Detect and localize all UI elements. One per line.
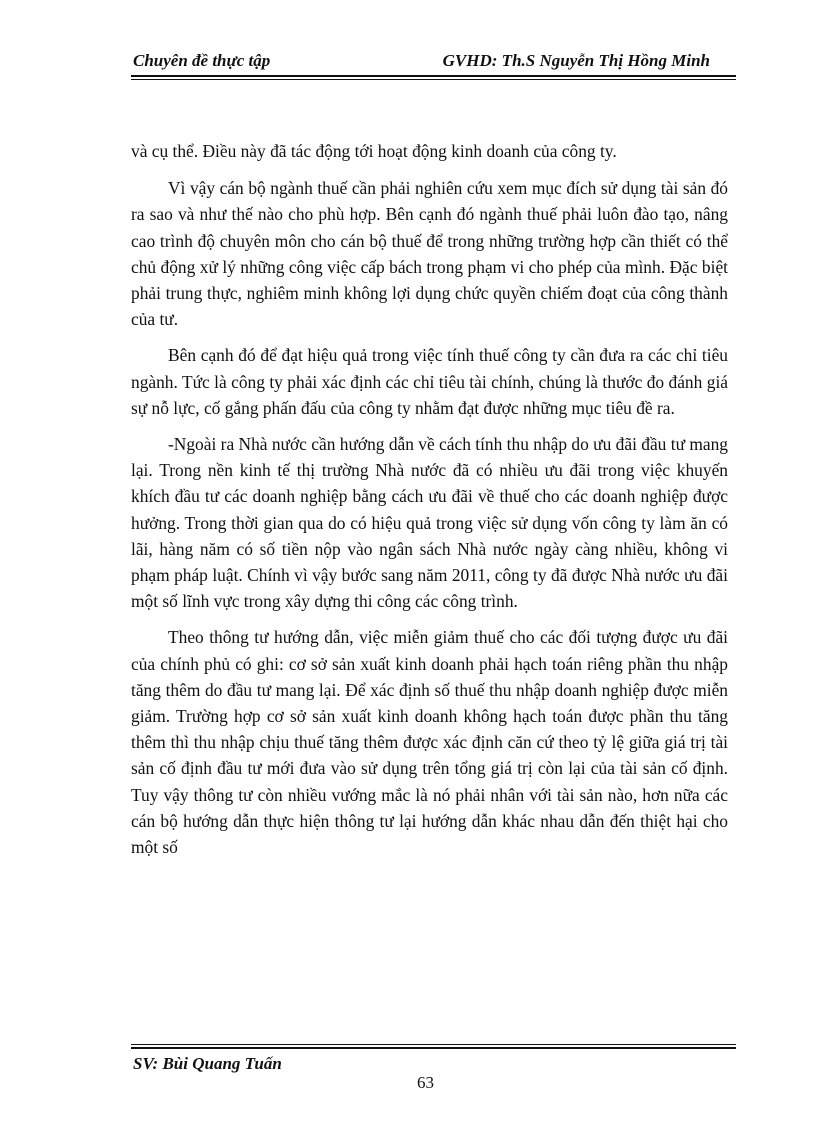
paragraph-2: Vì vậy cán bộ ngành thuế cần phải nghiên cứu xem mục đích sử dụng tài sản đó ra sao và như thế nào cho phù hợp. Bên cạnh đó ngành thuế phải luôn đào tạo, nâng cao trình độ chuyên môn cho cán bộ thuế để trong những trường hợp cần thiết có thể chủ động xử lý những công việc cấp bách trong phạm vi cho phép của mình. Đặc biệt phải trung thực, nghiêm minh không lợi dụng chức quyền chiếm đoạt của công thành của tư. bbox=[131, 178, 728, 330]
footer-student-name: SV: Bùi Quang Tuấn bbox=[133, 1054, 282, 1073]
page-body bbox=[131, 138, 728, 870]
footer-divider-thick bbox=[131, 1047, 736, 1049]
paragraph-5: Theo thông tư hướng dẫn, việc miễn giảm thuế cho các đối tượng được ưu đãi của chính phủ có ghi: cơ sở sản xuất kinh doanh phải hạch toán riêng phần thu nhập tăng thêm do đầu tư mang lại. Để xác định số thuế thu nhập doanh nghiệp được miễn giảm. Trường hợp cơ sở sản xuất kinh doanh không hạch toán được phần thu tăng thêm thì thu nhập chịu thuế tăng thêm được xác định căn cứ theo tỷ lệ giữa giá trị tài sản cố định đầu tư mới đưa vào sử dụng trên tổng giá trị còn lại của tài sản cố định. Tuy vậy thông tư còn nhiều vướng mắc là nó phải nhân với tài sản nào, hơn nữa các cán bộ hướng dẫn thực hiện thông tư lại hướng dẫn khác nhau dẫn đến thiệt hại cho một số bbox=[131, 627, 728, 858]
page-number: 63 bbox=[417, 1073, 434, 1092]
header-document-title: Chuyên đề thực tập bbox=[133, 51, 271, 70]
paragraph-3: Bên cạnh đó để đạt hiệu quả trong việc tính thuế công ty cần đưa ra các chỉ tiêu ngành. Tức là công ty phải xác định các chỉ tiêu tài chính, chúng là thước đo đánh giá sự nỗ lực, cố gắng phấn đấu của công ty nhằm đạt được những mục tiêu đề ra. bbox=[131, 345, 728, 418]
header-supervisor: GVHD: Th.S Nguyễn Thị Hồng Minh bbox=[442, 51, 710, 70]
header-divider-thin bbox=[131, 79, 736, 80]
paragraph-1: và cụ thể. Điều này đã tác động tới hoạt động kinh doanh của công ty. bbox=[131, 141, 617, 161]
header-divider-thick bbox=[131, 75, 736, 77]
footer-divider-thin bbox=[131, 1044, 736, 1045]
paragraph-4: -Ngoài ra Nhà nước cần hướng dẫn về cách tính thu nhập do ưu đãi đầu tư mang lại. Trong nền kinh tế thị trường Nhà nước đã có nhiều ưu đãi trong việc khuyến khích đầu tư các doanh nghiệp bằng cách ưu đãi về thuế cho các doanh nghiệp được hưởng. Trong thời gian qua do có hiệu quả trong việc sử dụng vốn công ty làm ăn có lãi, hàng năm có số tiền nộp vào ngân sách Nhà nước ngày càng nhiều, không vi phạm pháp luật. Chính vì vậy bước sang năm 2011, công ty đã được Nhà nước ưu đãi một số lĩnh vực trong xây dựng thi công các công trình. bbox=[131, 434, 728, 612]
page-header bbox=[131, 50, 736, 78]
page-footer bbox=[131, 1044, 736, 1104]
